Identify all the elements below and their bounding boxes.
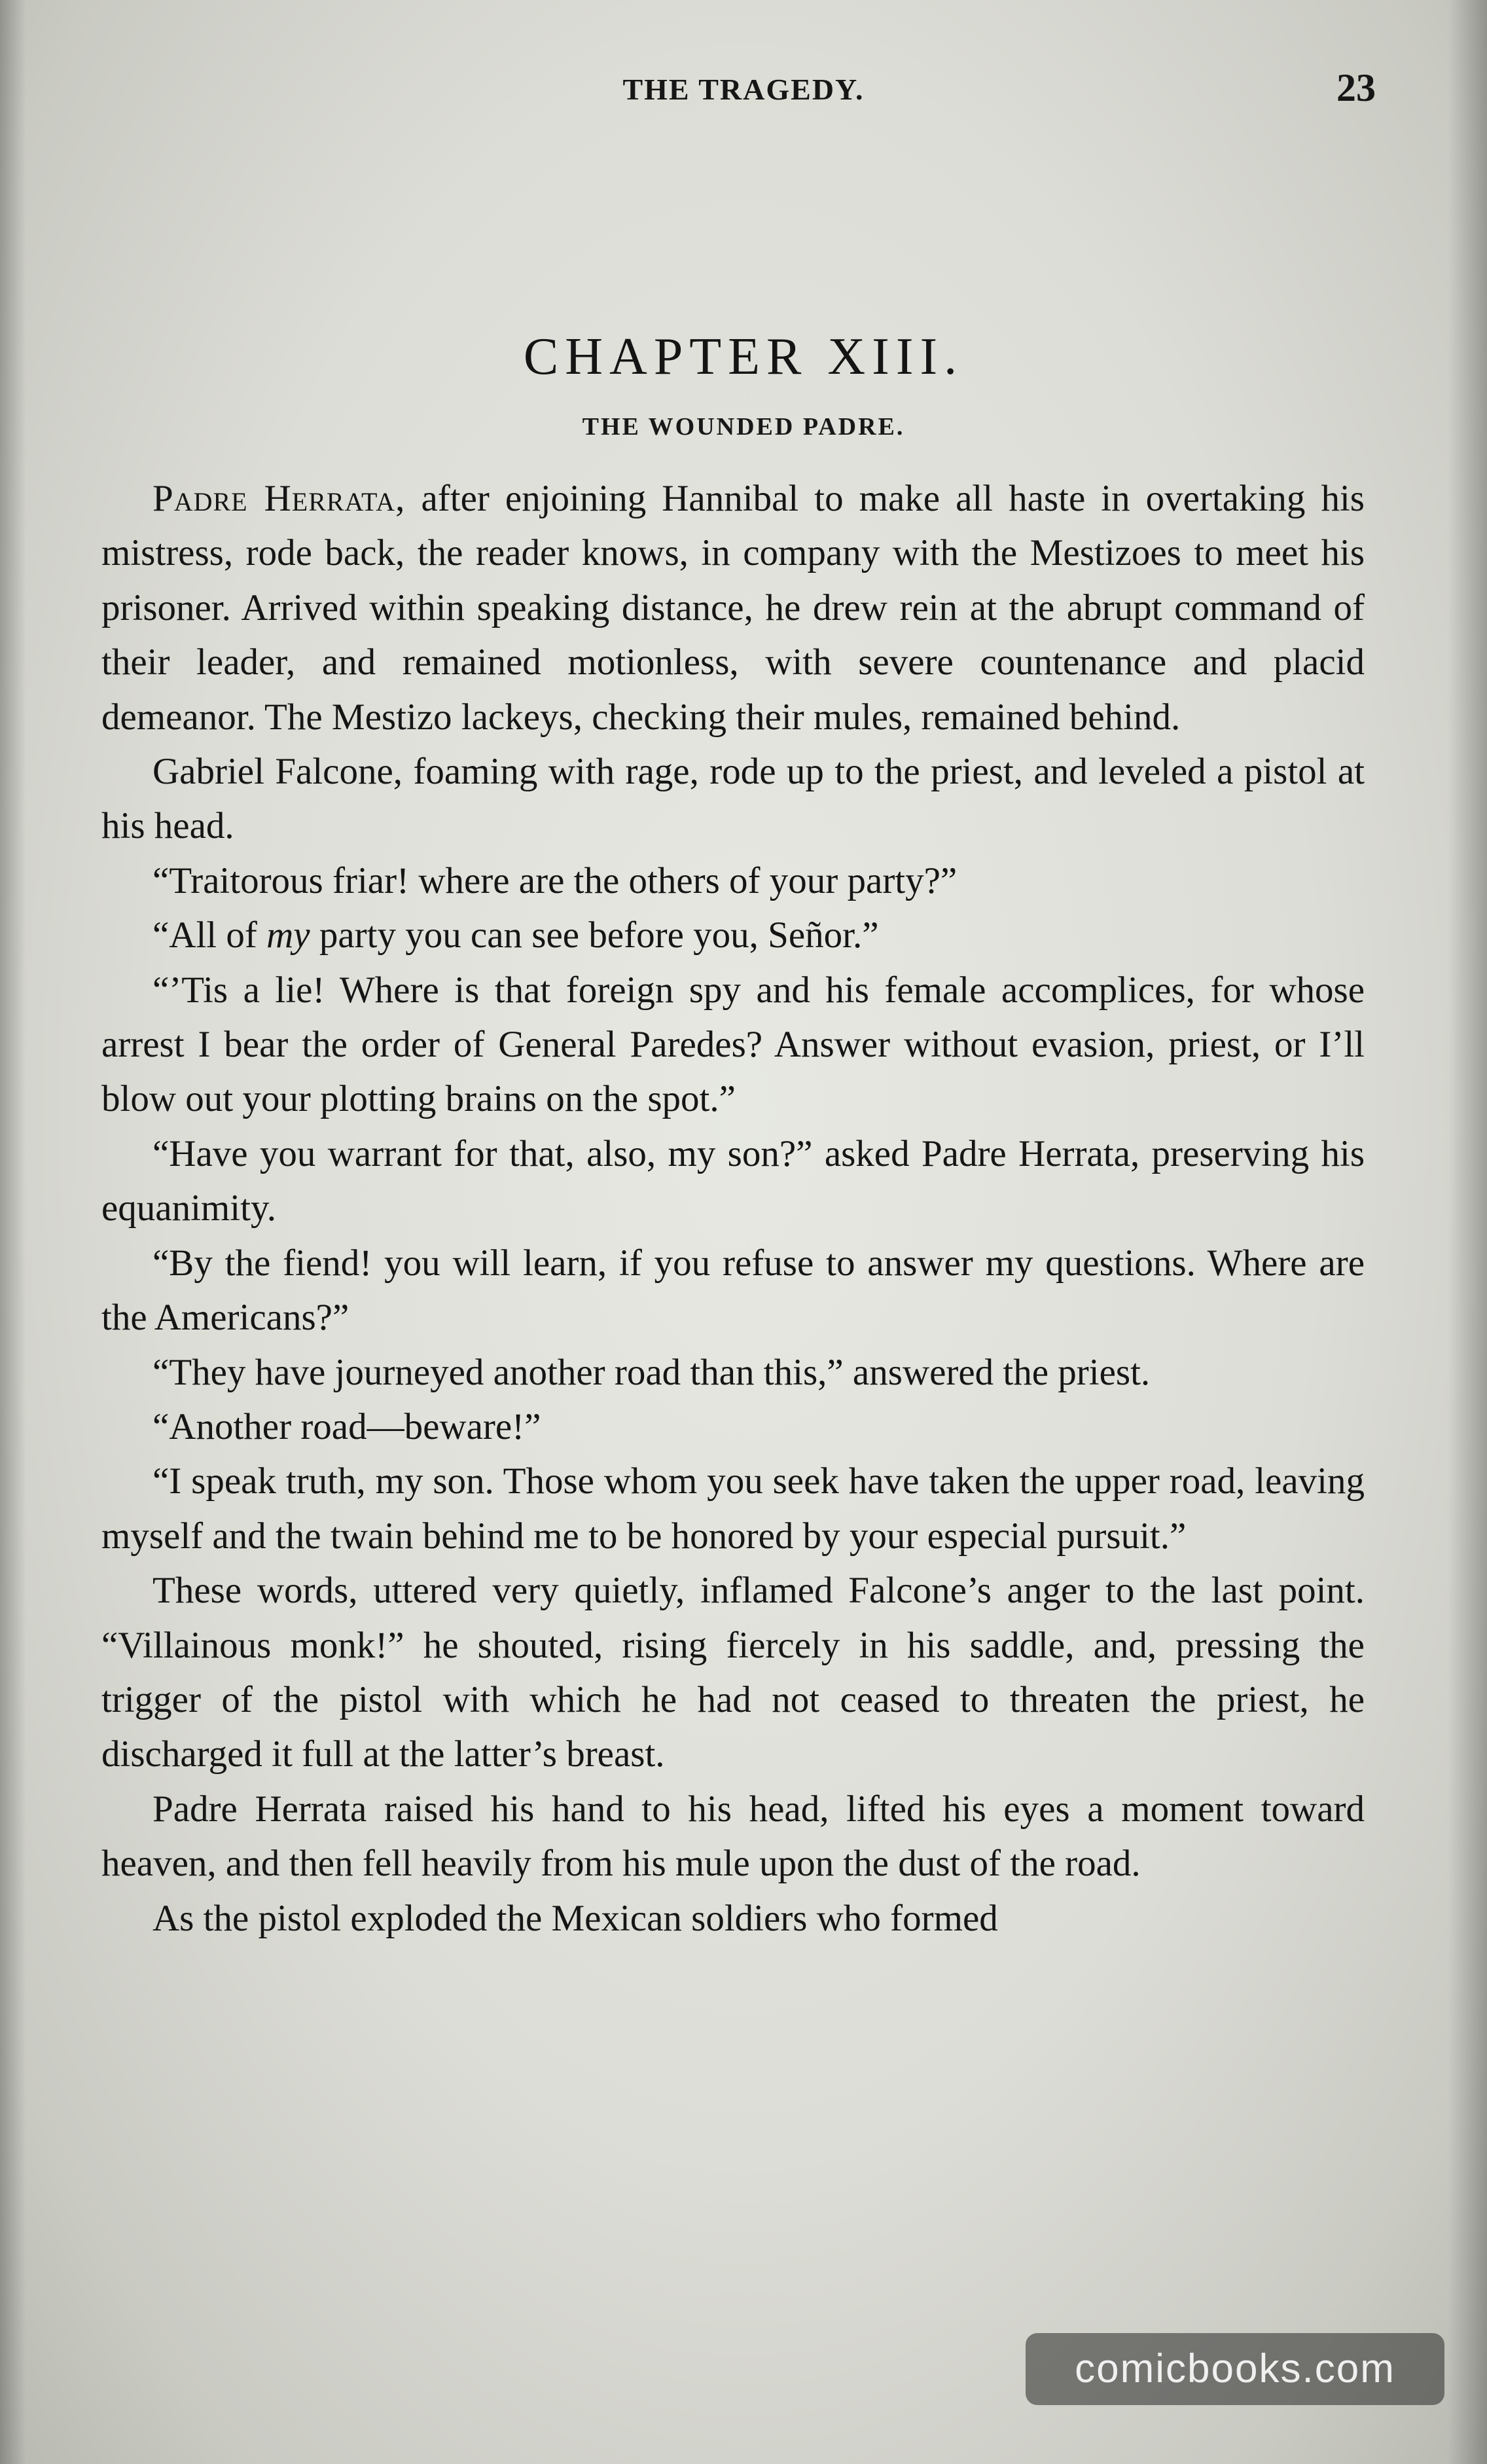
paragraph (101, 471, 1365, 744)
paragraph: These words, uttered very quietly, inflamed Falcone’s anger to the last point. “Villainous monk!” he shouted, rising fiercely in his saddle, and, pressing the trigger of the pistol with which he had not ceased to threaten the priest, he discharged it full at the latter’s breast. (101, 1570, 1365, 1775)
chapter-title: CHAPTER XIII. (523, 328, 964, 386)
paragraph: “They have journeyed another road than this,” answered the priest. (152, 1351, 1151, 1393)
paragraph: “’Tis a lie! Where is that foreign spy and his female accomplices, for whose arrest I bear the order of General Paredes? Answer without evasion, priest, or I’ll blow out your plotting brains on the spot.” (101, 969, 1365, 1120)
page-header (0, 65, 1487, 118)
paragraph: “I speak truth, my son. Those whom you seek have taken the upper road, leaving myself and the twain behind me to be honored by your especial pursuit.” (101, 1460, 1365, 1557)
emphasis: my (266, 915, 310, 956)
paragraph-lead: Padre Herrata, (152, 478, 406, 519)
paragraph: As the pistol exploded the Mexican soldiers who formed (152, 1897, 998, 1939)
paragraph-text: after enjoining Hannibal to make all haste in overtaking his mistress, rode back, the reader knows, in company with the Mestizoes to meet his prisoner. Arrived within speaking distance, he drew rein at the abrupt command of their leader, and remained motionless, with severe countenance and placid demeanor. The Mestizo lackeys, checking their mules, remained behind. (101, 478, 1365, 738)
paragraph: “Another road—beware!” (152, 1405, 541, 1447)
paragraph: “By the fiend! you will learn, if you refuse to answer my questions. Where are the Americans?” (101, 1242, 1365, 1339)
paragraph: “Traitorous friar! where are the others of your party?” (152, 860, 958, 901)
running-head: THE TRAGEDY. (622, 73, 865, 106)
paragraph (101, 908, 1365, 962)
paragraph-text: “All of (152, 915, 267, 956)
paragraph-text: party you can see before you, Señor.” (310, 915, 879, 956)
paragraph: “Have you warrant for that, also, my son?” asked Padre Herrata, preserving his equanimity. (101, 1132, 1365, 1229)
body-text (101, 471, 1365, 1946)
page-number: 23 (1336, 66, 1376, 109)
chapter-subtitle: THE WOUNDED PADRE. (582, 413, 905, 441)
watermark: comicbooks.com (1026, 2333, 1444, 2405)
paragraph: Padre Herrata raised his hand to his head, lifted his eyes a moment toward heaven, and then fell heavily from his mule upon the dust of the road. (101, 1788, 1365, 1885)
paragraph: Gabriel Falcone, foaming with rage, rode up to the priest, and leveled a pistol at his head. (101, 751, 1365, 847)
